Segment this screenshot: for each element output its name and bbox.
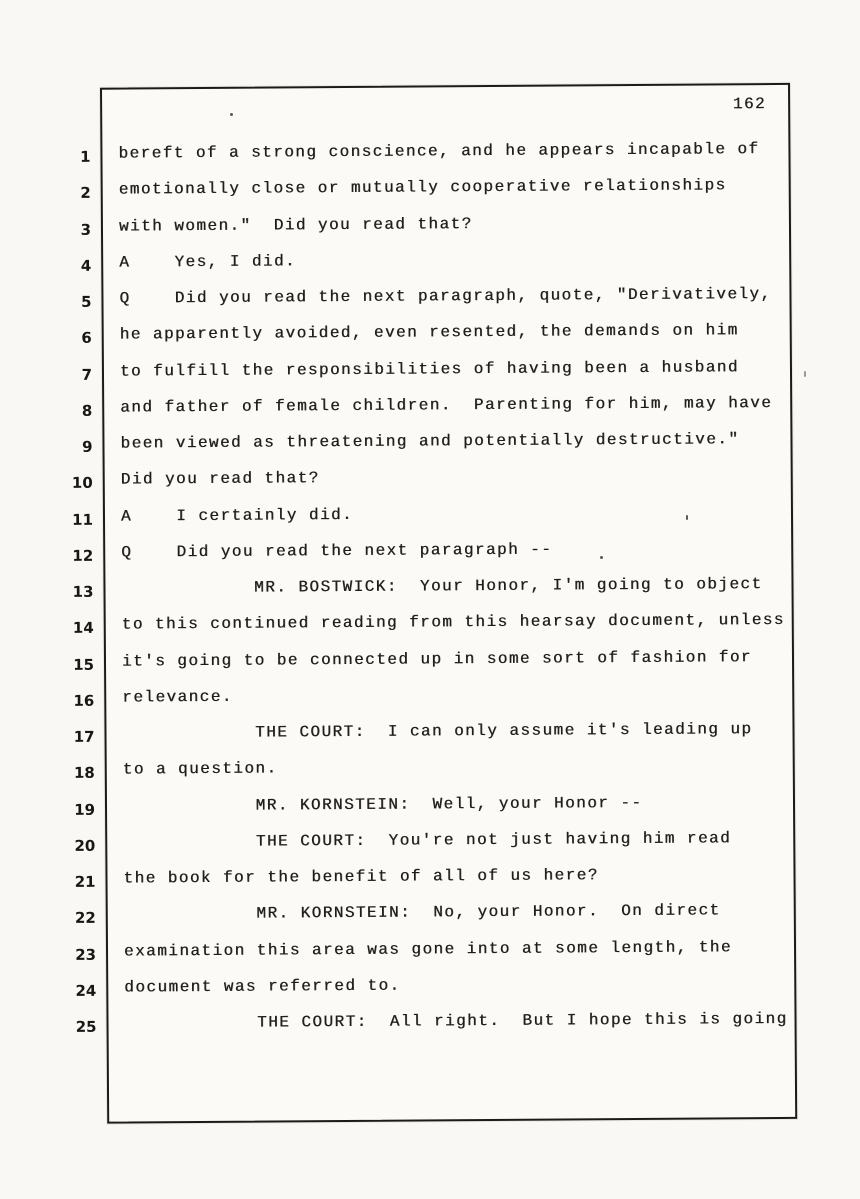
transcript-line: A I certainly did. [120,505,354,526]
line-number: 12 [72,546,94,565]
line-number: 2 [80,184,91,203]
line-number: 14 [72,619,94,638]
transcript-line: THE COURT: I can only assume it's leading up [122,720,753,743]
transcript-line: it's going to be connected up in some sort of fashion for [121,647,753,671]
transcript-line: to a question. [122,759,278,779]
line-number: 23 [75,945,97,964]
transcript-line: THE COURT: You're not just having him read [123,829,732,852]
transcript-line: Q Did you read the next paragraph -- [121,540,553,562]
transcript-line: relevance. [122,687,233,707]
line-number: 11 [72,510,94,529]
transcript-line: MR. BOSTWICK: Your Honor, I'm going to object [121,575,763,598]
transcript-line: the book for the benefit of all of us here? [123,866,599,888]
line-number: 3 [80,220,92,239]
line-number: 1 [79,147,91,166]
transcript-line: THE COURT: All right. But I hope this is going [124,1009,788,1033]
scan-speck [804,371,806,377]
transcript-line: with women." Did you read that? [118,214,473,236]
transcript-line: emotionally close or mutually cooperative relationships [118,176,727,199]
transcript-line: to fulfill the responsibilities of having been a husband [119,357,739,381]
transcript-line: to this continued reading from this hearsay document, unless [121,611,785,634]
line-number: 25 [75,1017,97,1036]
line-number: 17 [73,727,95,746]
line-number: 13 [72,582,94,601]
line-number: 21 [74,872,96,891]
transcript-line: examination this area was gone into at some length, the [123,937,732,961]
transcript-line: document was referred to. [124,976,401,997]
line-number: 7 [81,365,93,384]
scan-speck [600,556,603,559]
scanned-sheet [58,83,805,1128]
line-number: 5 [80,292,92,311]
line-number: 22 [74,909,96,928]
transcript-line: bereft of a strong conscience, and he appears incapable of [118,140,760,163]
transcript-line: Did you read that? [120,469,320,489]
line-number: 8 [81,401,93,420]
line-number: 24 [75,981,97,1000]
transcript-line: Q Did you read the next paragraph, quote, "Derivatively, [119,285,772,308]
scan-speck [230,113,233,116]
line-number: 4 [80,256,92,275]
line-number: 15 [73,655,95,674]
transcript-line: he apparently avoided, even resented, the demands on him [119,321,739,344]
transcript-line: MR. KORNSTEIN: Well, your Honor -- [122,793,643,816]
line-number: 9 [82,437,93,456]
line-number: 16 [73,691,95,710]
transcript-page [100,83,797,1124]
transcript-line: A Yes, I did. [119,252,297,272]
transcript-line: and father of female children. Parenting for him, may have [120,393,773,417]
transcript-line: MR. KORNSTEIN: No, your Honor. On direct [123,901,721,924]
line-number: 19 [74,800,96,819]
line-number: 20 [74,836,96,855]
scan-speck [686,515,688,520]
line-number-column [58,139,106,1046]
transcript-line: been viewed as threatening and potentially destructive." [120,430,740,453]
transcript-body [102,131,794,1042]
page-number: 162 [732,95,767,114]
line-number: 6 [81,329,92,348]
line-number: 10 [71,474,93,493]
line-number: 18 [73,764,95,783]
